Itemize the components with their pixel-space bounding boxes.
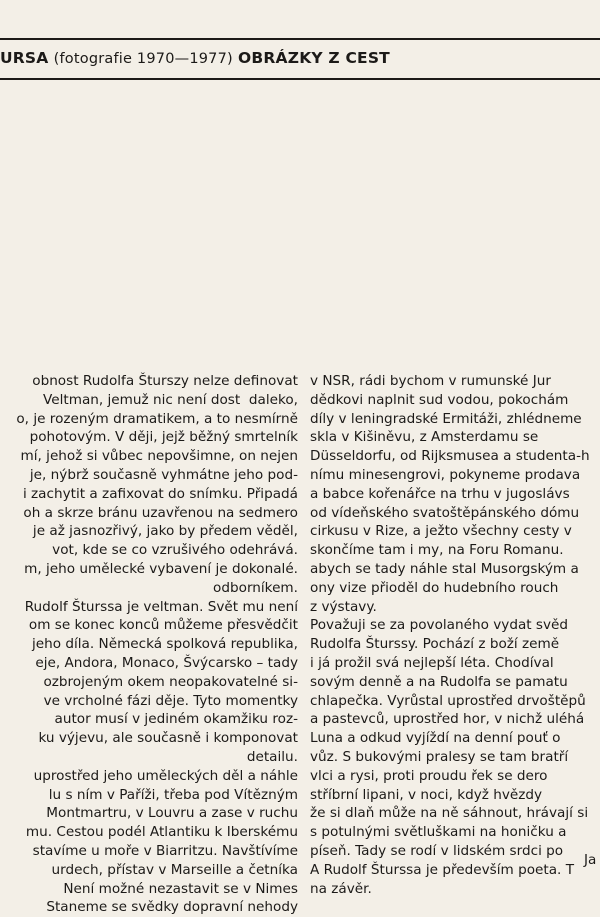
text-line: Luna a odkud vyjíždí na denní pouť o	[310, 730, 561, 747]
text-line: ku výjevu, ale současně i komponovat	[38, 730, 298, 747]
left-text-column	[0, 372, 298, 917]
text-line: na závěr.	[310, 880, 372, 897]
text-line: i já prožil svá nejlepší léta. Chodíval	[310, 654, 554, 671]
text-line: z výstavy.	[310, 598, 377, 615]
text-line: v NSR, rádi bychom v rumunské Jur	[310, 373, 551, 389]
text-line: vlci a rysi, proti proudu řek se dero	[310, 767, 548, 784]
text-line: detailu.	[246, 748, 298, 765]
text-line: A Rudolf Šturssa je především poeta. T	[310, 861, 574, 878]
text-line: píseň. Tady se rodí v lidském srdci po	[310, 842, 564, 859]
text-line: urdech, přístav v Marseille a četníka	[51, 861, 298, 878]
text-line: eje, Andora, Monaco, Švýcarsko – tady	[35, 654, 298, 671]
header-title: OBRÁZKY Z CEST	[238, 49, 390, 67]
text-line: i zachytit a zafixovat do snímku. Připadá	[22, 485, 298, 502]
right-text-column	[310, 372, 600, 898]
text-line: mu. Cestou podél Atlantiku k Iberskému	[25, 824, 298, 841]
text-line: o, je rozeným dramatikem, a to nesmírně	[16, 410, 298, 427]
text-line: Staneme se svědky dopravní nehody	[46, 899, 298, 916]
header-bottom-rule	[0, 78, 600, 80]
text-line: ozbrojeným okem neopakovatelné si-	[43, 673, 298, 690]
text-line: oh a skrze bránu uzavřenou na sedmero	[23, 504, 298, 521]
text-line: Rudolf Šturssa je veltman. Svět mu není	[24, 598, 298, 615]
text-line: že si dlaň může na ně sáhnout, hrávají si	[310, 805, 589, 822]
text-line: pohotovým. V ději, jejž běžný smrtelník	[29, 429, 298, 446]
text-line: Rudolfa Šturssy. Pochází z boží země	[310, 636, 560, 653]
text-line: díly v leningradské Ermitáži, zhlédneme	[310, 410, 582, 427]
header-subtitle: (fotografie 1970—1977)	[53, 51, 233, 67]
text-line: stříbrní lipani, v noci, když hvězdy	[310, 786, 543, 803]
text-line: ony vize přioděl do hudebního rouch	[310, 579, 559, 596]
text-line: Není možné nezastavit se v Nimes	[63, 880, 298, 897]
text-line: Montmartru, v Louvru a zase v ruchu	[46, 805, 298, 822]
text-line: cirkusu v Rize, a ježto všechny cesty v	[310, 523, 572, 540]
text-line: lu s ním v Paříži, třeba pod Vítězným	[48, 786, 298, 803]
text-line: od vídeňského svatoštěpánského dómu	[310, 504, 580, 521]
text-line: mí, jehož si vůbec nepovšimne, on nejen	[20, 448, 298, 465]
text-line: je, nýbrž současně vyhmátne jeho pod-	[29, 466, 298, 483]
text-line: dědkovi naplnit sud vodou, pokochám	[310, 391, 569, 408]
text-line: a babce kořenářce na trhu v jugoslávs	[310, 485, 570, 502]
author-signature: Ja	[584, 852, 597, 868]
text-line: Düsseldorfu, od Rijksmusea a studenta-h	[310, 448, 590, 465]
text-line: je až jasnozřivý, jako by předem věděl,	[32, 523, 298, 540]
text-line: Považuji se za povolaného vydat svěd	[310, 617, 569, 634]
text-line: jeho díla. Německá spolková republika,	[31, 636, 298, 653]
text-line: skončíme tam i my, na Foru Romanu.	[310, 542, 564, 559]
text-line: abych se tady náhle stal Musorgským a	[310, 560, 579, 577]
text-line: uprostřed jeho uměleckých děl a náhle	[33, 767, 298, 784]
text-line: ve vrcholné fázi děje. Tyto momentky	[43, 692, 298, 709]
text-line: stavíme u moře v Biarritzu. Navštívíme	[32, 842, 298, 859]
text-line: m, jeho umělecké vybavení je dokonalé.	[24, 560, 298, 577]
header-name: URSA	[0, 49, 49, 67]
text-line: odborníkem.	[213, 579, 298, 596]
text-line: vůz. S bukovými pralesy se tam bratří	[310, 748, 569, 765]
text-line: om se konec konců můžeme přesvědčit	[28, 617, 298, 634]
text-line: sovým denně a na Rudolfa se pamatu	[310, 673, 568, 690]
text-line: Veltman, jemuž nic není dost daleko,	[42, 391, 298, 408]
text-line: obnost Rudolfa Šturszy nelze definovat	[32, 373, 298, 389]
header-top-rule	[0, 38, 600, 40]
text-line: vot, kde se co vzrušivého odehrává.	[52, 542, 298, 559]
text-line: autor musí v jediném okamžiku roz-	[54, 711, 298, 728]
text-line: s potulnými světluškami na honičku a	[310, 824, 567, 841]
text-line: skla v Kišiněvu, z Amsterdamu se	[310, 429, 539, 446]
text-line: nímu minesengrovi, pokyneme prodava	[310, 466, 581, 483]
page-header	[0, 45, 600, 71]
text-line: a pastevců, uprostřed hor, v nichž uléhá	[310, 711, 585, 728]
text-line: chlapečka. Vyrůstal uprostřed drvoštěpů	[310, 692, 586, 709]
